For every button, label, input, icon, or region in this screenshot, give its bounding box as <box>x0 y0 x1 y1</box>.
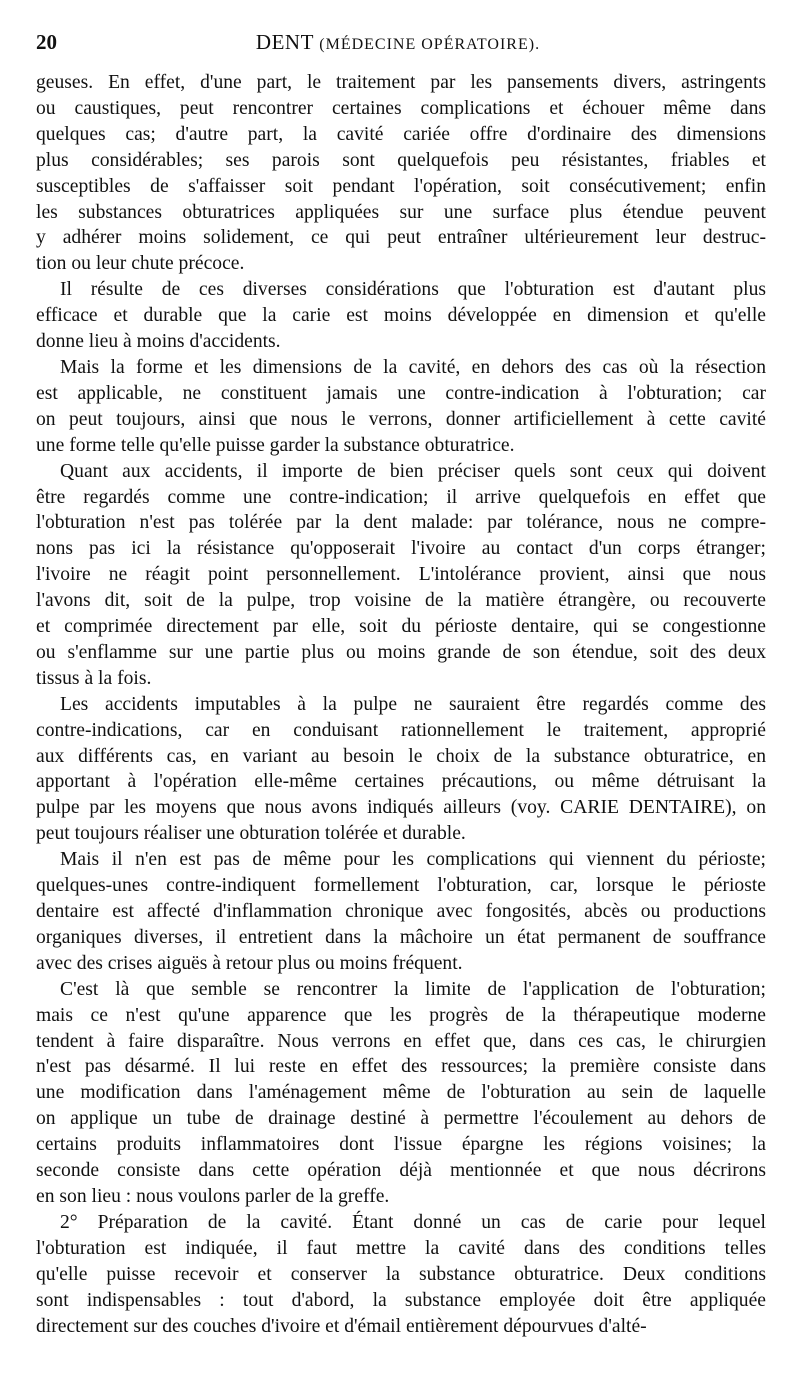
text-line: tion ou leur chute précoce. <box>36 253 245 275</box>
text-line: aux différents cas, en variant au besoin le choix de la substance obturatrice, en <box>36 745 766 767</box>
page-body <box>36 70 766 1339</box>
text-line: directement sur des couches d'ivoire et d'émail entièrement dépourvues d'alté- <box>36 1315 647 1337</box>
paragraph <box>36 1210 766 1340</box>
text-line: tissus à la fois. <box>36 667 152 689</box>
text-line: 2° Préparation de la cavité. Étant donné un cas de carie pour lequel <box>60 1211 766 1233</box>
text-line: Il résulte de ces diverses considérations que l'obturation est d'autant plus <box>60 279 766 301</box>
text-line: plus considérables; ses parois sont quelquefois peu résistantes, friables et <box>36 149 766 171</box>
text-line: apportant à l'opération elle-même certaines précautions, ou même détruisant la <box>36 771 766 793</box>
text-line: on applique un tube de drainage destiné à permettre l'écoulement au dehors de <box>36 1108 766 1130</box>
text-line: n'est pas désarmé. Il lui reste en effet des ressources; la première consiste dans <box>36 1056 766 1078</box>
paragraph <box>36 459 766 692</box>
paragraph <box>36 977 766 1210</box>
text-line: pulpe par les moyens que nous avons indiqués ailleurs (voy. CARIE DENTAIRE), on <box>36 797 766 819</box>
paragraph <box>36 277 766 355</box>
text-line: efficace et durable que la carie est moins développée en dimension et qu'elle <box>36 305 766 327</box>
running-title <box>36 22 760 65</box>
text-line: contre-indications, car en conduisant rationnellement le traitement, approprié <box>36 719 766 741</box>
text-line: et comprimée directement par elle, soit du périoste dentaire, qui se congestionne <box>36 616 766 638</box>
paragraph <box>36 70 766 277</box>
text-line: organiques diverses, il entretient dans la mâchoire un état permanent de souffrance <box>36 926 766 948</box>
text-line: quelques-unes contre-indiquent formellement l'obturation, car, lorsque le périoste <box>36 875 766 897</box>
paragraph <box>36 692 766 847</box>
text-line: est applicable, ne constituent jamais une contre-indication à l'obturation; car <box>36 382 766 404</box>
text-line: l'obturation n'est pas tolérée par la dent malade: par tolérance, nous ne compre- <box>36 512 766 534</box>
text-line: qu'elle puisse recevoir et conserver la substance obturatrice. Deux conditions <box>36 1263 766 1285</box>
paragraph <box>36 355 766 459</box>
text-line: y adhérer moins solidement, ce qui peut entraîner ultérieurement leur destruc- <box>36 227 766 249</box>
text-line: Quant aux accidents, il importe de bien préciser quels sont ceux qui doivent <box>60 460 766 482</box>
text-line: certains produits inflammatoires dont l'issue épargne les régions voisines; la <box>36 1134 766 1156</box>
text-line: seconde consiste dans cette opération déjà mentionnée et que nous décrirons <box>36 1160 766 1182</box>
text-line: avec des crises aiguës à retour plus ou moins fréquent. <box>36 952 463 974</box>
text-line: être regardés comme une contre-indication; il arrive quelquefois en effet que <box>36 486 766 508</box>
text-line: une forme telle qu'elle puisse garder la substance obturatrice. <box>36 434 515 456</box>
page-number: 20 <box>36 30 57 54</box>
text-line: l'obturation est indiquée, il faut mettre la cavité dans des conditions telles <box>36 1237 766 1259</box>
text-line: ou caustiques, peut rencontrer certaines complications et échouer même dans <box>36 97 766 119</box>
text-line: les substances obturatrices appliquées sur une surface plus étendue peuvent <box>36 201 766 223</box>
text-line: ou s'enflamme sur une partie plus ou moins grande de son étendue, soit des deux <box>36 641 766 663</box>
running-title-sub: (MÉDECINE OPÉRATOIRE). <box>319 36 541 53</box>
text-line: donne lieu à moins d'accidents. <box>36 331 281 353</box>
text-line: geuses. En effet, d'une part, le traitement par les pansements divers, astringents <box>36 72 766 93</box>
text-line: C'est là que semble se rencontrer la limite de l'application de l'obturation; <box>60 978 766 1000</box>
text-line: l'ivoire ne réagit point personnellement. L'intolérance provient, ainsi que nous <box>36 564 766 586</box>
text-line: en son lieu : nous voulons parler de la greffe. <box>36 1185 390 1207</box>
paragraph <box>36 847 766 977</box>
running-header <box>36 22 760 62</box>
text-line: peut toujours réaliser une obturation tolérée et durable. <box>36 823 466 845</box>
text-line: dentaire est affecté d'inflammation chronique avec fongosités, abcès ou productions <box>36 901 766 922</box>
text-line: on peut toujours, ainsi que nous le verrons, donner artificiellement à cette cavité <box>36 408 766 430</box>
text-line: nons pas ici la résistance qu'opposerait l'ivoire au contact d'un corps étranger; <box>36 538 766 560</box>
text-line: tendent à faire disparaître. Nous verrons en effet que, dans ces cas, le chirurgien <box>36 1030 766 1052</box>
text-line: Mais il n'en est pas de même pour les complications qui viennent du périoste; <box>60 849 766 871</box>
running-title-main: DENT <box>255 30 314 54</box>
text-line: quelques cas; d'autre part, la cavité cariée offre d'ordinaire des dimensions <box>36 123 766 145</box>
text-line: Les accidents imputables à la pulpe ne sauraient être regardés comme des <box>60 693 766 715</box>
text-line: une modification dans l'aménagement même de l'obturation au sein de laquelle <box>36 1082 766 1104</box>
text-line: Mais la forme et les dimensions de la cavité, en dehors des cas où la résection <box>60 356 766 378</box>
text-line: mais ce n'est qu'une apparence que les progrès de la thérapeutique moderne <box>36 1004 766 1026</box>
text-line: sont indispensables : tout d'abord, la substance employée doit être appliquée <box>36 1289 766 1311</box>
text-line: susceptibles de s'affaisser soit pendant l'opération, soit consécutivement; enfin <box>36 175 766 197</box>
text-line: l'avons dit, soit de la pulpe, trop voisine de la matière étrangère, ou recouverte <box>36 590 766 612</box>
